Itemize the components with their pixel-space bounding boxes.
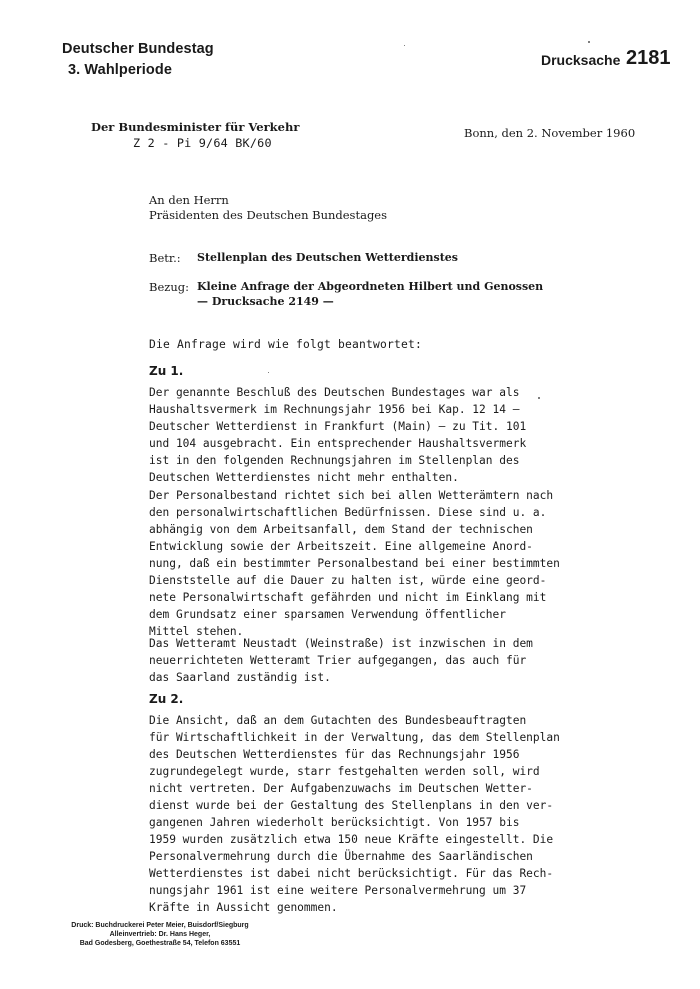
text-line: dienst wurde bei der Gestaltung des Stellenplans in den ver- <box>149 799 554 812</box>
text-line: dem Grundsatz einer sparsamen Verwendung öffentlicher <box>149 608 506 621</box>
text-line: Haushaltsvermerk im Rechnungsjahr 1956 bei Kap. 12 14 — <box>149 403 520 416</box>
text-line: nungsjahr 1961 ist eine weitere Personalvermehrung um 37 <box>149 884 527 897</box>
text-line: nicht vertreten. Der Aufgabenzuwachs im Deutschen Wetter- <box>149 782 533 795</box>
legislative-period: 3. Wahlperiode <box>68 62 172 78</box>
bezug-label: Bezug: <box>149 280 189 294</box>
text-line: Mittel stehen. <box>149 625 244 638</box>
text-line: zugrundegelegt wurde, starr festgehalten werden soll, wird <box>149 765 540 778</box>
drucksache-number: 2181 <box>626 47 671 69</box>
sender-name: Der Bundesminister für Verkehr <box>91 120 300 134</box>
parliament-name: Deutscher Bundestag <box>62 41 214 57</box>
text-line: den personalwirtschaftlichen Bedürfnissen. Diese sind u. a. <box>149 506 547 519</box>
text-line: neuerrichteten Wetteramt Trier aufgegangen, das auch für <box>149 654 527 667</box>
scan-speck <box>538 397 540 399</box>
bezug-line-1: Kleine Anfrage der Abgeordneten Hilbert und Genossen <box>197 280 544 293</box>
text-line: nung, daß ein bestimmter Personalbestand bei einer bestimmten <box>149 557 560 570</box>
text-line: 1959 wurden zusätzlich etwa 150 neue Kräfte eingestellt. Die <box>149 833 554 846</box>
bezug-line-2: — Drucksache 2149 — <box>197 295 334 308</box>
text-line: nete Personalwirtschaft gefährden und nicht im Einklang mit <box>149 591 547 604</box>
imprint-line: Druck: Buchdruckerei Peter Meier, Buisdorf/Siegburg <box>71 922 249 929</box>
section-2-heading: Zu 2. <box>149 692 184 706</box>
drucksache-label: Drucksache <box>541 52 621 68</box>
imprint-line: Bad Godesberg, Goethestraße 54, Telefon 63551 <box>79 940 241 947</box>
text-line: Personalvermehrung durch die Übernahme des Saarländischen <box>149 850 533 863</box>
recipient-line-2: Präsidenten des Deutschen Bundestages <box>149 208 388 222</box>
text-line: Die Ansicht, daß an dem Gutachten des Bundesbeauftragten <box>149 714 527 727</box>
text-line: Dienststelle auf die Dauer zu halten ist, würde eine geord- <box>149 574 547 587</box>
text-line: gangenen Jahren wiederholt berücksichtigt. Von 1957 bis <box>149 816 520 829</box>
text-line: Der genannte Beschluß des Deutschen Bundestages war als <box>149 386 520 399</box>
scan-speck <box>268 372 269 373</box>
text-line: Entwicklung sowie der Arbeitszeit. Eine allgemeine Anord- <box>149 540 533 553</box>
text-line: Das Wetteramt Neustadt (Weinstraße) ist inzwischen in dem <box>149 637 533 650</box>
text-line: für Wirtschaftlichkeit in der Verwaltung, das dem Stellenplan <box>149 731 560 744</box>
section-1-paragraph-1 <box>149 384 527 486</box>
text-line: und 104 ausgebracht. Ein entsprechender Haushaltsvermerk <box>149 437 527 450</box>
text-line: Der Personalbestand richtet sich bei allen Wetterämtern nach <box>149 489 554 502</box>
text-line: Kräfte in Aussicht genommen. <box>149 901 338 914</box>
scan-speck <box>588 41 590 43</box>
section-1-paragraph-3 <box>149 635 533 686</box>
text-line: ist in den folgenden Rechnungsjahren im Stellenplan des <box>149 454 520 467</box>
section-1-heading: Zu 1. <box>149 364 184 378</box>
text-line: Deutscher Wetterdienst in Frankfurt (Main) — zu Tit. 101 <box>149 420 527 433</box>
imprint-line: Alleinvertrieb: Dr. Hans Heger, <box>109 931 211 938</box>
intro-text: Die Anfrage wird wie folgt beantwortet: <box>149 338 423 351</box>
sender-reference: Z 2 - Pi 9/64 BK/60 <box>133 136 272 150</box>
section-2-paragraph-1 <box>149 712 560 916</box>
section-1-paragraph-2 <box>149 487 560 640</box>
text-line: des Deutschen Wetterdienstes für das Rechnungsjahr 1956 <box>149 748 520 761</box>
betr-text: Stellenplan des Deutschen Wetterdienstes <box>197 251 458 264</box>
text-line: abhängig von dem Arbeitsanfall, dem Stand der technischen <box>149 523 533 536</box>
text-line: das Saarland zuständig ist. <box>149 671 331 684</box>
scan-speck <box>404 45 405 46</box>
place-date: Bonn, den 2. November 1960 <box>464 126 636 140</box>
printer-imprint <box>10 921 310 948</box>
text-line: Deutschen Wetterdienstes nicht mehr enthalten. <box>149 471 459 484</box>
betr-label: Betr.: <box>149 251 181 265</box>
recipient-line-1: An den Herrn <box>149 193 229 207</box>
text-line: Wetterdienstes ist dabei nicht berücksichtigt. Für das Rech- <box>149 867 554 880</box>
